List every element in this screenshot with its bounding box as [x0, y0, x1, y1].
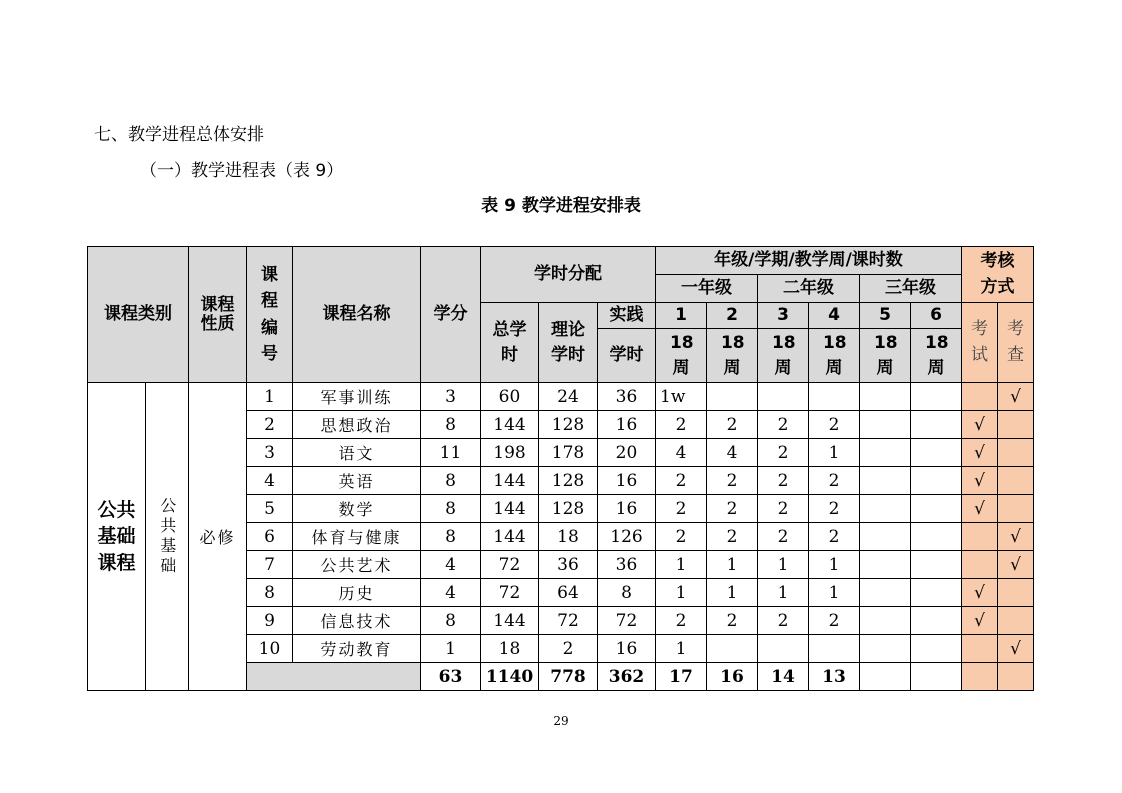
- header-theory-hours: 理论学时: [539, 303, 598, 383]
- cell-s2: 4: [707, 439, 758, 467]
- cell-theory: 18: [539, 523, 598, 551]
- cell-s4: 1: [809, 439, 860, 467]
- cell-total: 72: [481, 579, 539, 607]
- check-mark: [998, 439, 1034, 467]
- course-name: 劳动教育: [293, 635, 421, 663]
- teaching-schedule-table: [87, 246, 1034, 691]
- cell-practice: 16: [598, 635, 656, 663]
- cell-total: 60: [481, 383, 539, 411]
- cell-s6: [911, 439, 962, 467]
- total-theory: 778: [539, 663, 598, 691]
- check-mark: [998, 411, 1034, 439]
- course-number: 2: [247, 411, 293, 439]
- cell-s3: [758, 635, 809, 663]
- cell-theory: 64: [539, 579, 598, 607]
- check-mark: √: [998, 551, 1034, 579]
- course-number: 6: [247, 523, 293, 551]
- total-total: 1140: [481, 663, 539, 691]
- check-mark: [998, 467, 1034, 495]
- header-practice-hours: 学时: [598, 329, 656, 383]
- cell-s3: 2: [758, 523, 809, 551]
- total-practice: 362: [598, 663, 656, 691]
- section-heading: 七、教学进程总体安排: [94, 125, 264, 145]
- exam-mark: √: [962, 607, 998, 635]
- header-grade3: 三年级: [860, 275, 962, 303]
- cell-s4: 2: [809, 607, 860, 635]
- cell-total: 144: [481, 607, 539, 635]
- header-total-hours: 总学时: [481, 303, 539, 383]
- total-s5: [860, 663, 911, 691]
- cell-s5: [860, 467, 911, 495]
- cell-s6: [911, 579, 962, 607]
- cell-s4: 2: [809, 523, 860, 551]
- cell-s5: [860, 579, 911, 607]
- cell-s5: [860, 495, 911, 523]
- check-mark: [998, 495, 1034, 523]
- cell-s6: [911, 607, 962, 635]
- cell-s2: 2: [707, 523, 758, 551]
- exam-mark: √: [962, 467, 998, 495]
- cell-theory: 128: [539, 411, 598, 439]
- cell-practice: 8: [598, 579, 656, 607]
- cell-credit: 1: [421, 635, 481, 663]
- cell-theory: 128: [539, 495, 598, 523]
- cell-practice: 36: [598, 383, 656, 411]
- cell-s2: [707, 635, 758, 663]
- course-number: 9: [247, 607, 293, 635]
- cell-theory: 72: [539, 607, 598, 635]
- course-name: 英语: [293, 467, 421, 495]
- exam-mark: [962, 635, 998, 663]
- table-caption: 表 9 教学进程安排表: [481, 196, 641, 216]
- term-6: 6: [911, 303, 962, 329]
- check-mark: √: [998, 523, 1034, 551]
- cell-s4: 2: [809, 467, 860, 495]
- cell-s2: 2: [707, 411, 758, 439]
- exam-mark: [962, 523, 998, 551]
- cell-practice: 16: [598, 495, 656, 523]
- exam-mark: [962, 383, 998, 411]
- course-number: 10: [247, 635, 293, 663]
- cell-s1: 4: [656, 439, 707, 467]
- cell-s4: 2: [809, 411, 860, 439]
- cell-s1: 2: [656, 523, 707, 551]
- week-6: 18周: [911, 329, 962, 383]
- course-number: 8: [247, 579, 293, 607]
- cell-s6: [911, 523, 962, 551]
- cell-s5: [860, 607, 911, 635]
- course-number: 5: [247, 495, 293, 523]
- cell-credit: 8: [421, 607, 481, 635]
- cell-s6: [911, 411, 962, 439]
- header-category: 课程类别: [88, 247, 189, 383]
- cell-s3: 2: [758, 411, 809, 439]
- cell-credit: 11: [421, 439, 481, 467]
- cell-practice: 72: [598, 607, 656, 635]
- week-1: 18周: [656, 329, 707, 383]
- term-1: 1: [656, 303, 707, 329]
- cell-total: 144: [481, 467, 539, 495]
- header-assess: 考核方式: [962, 247, 1034, 303]
- exam-mark: √: [962, 579, 998, 607]
- subsection-heading: （一）教学进程表（表 9）: [140, 161, 344, 181]
- category-cell: [88, 383, 146, 691]
- category-text: 公共基础课程: [97, 498, 136, 574]
- cell-s3: 1: [758, 579, 809, 607]
- cell-s4: 1: [809, 551, 860, 579]
- cell-s3: 2: [758, 467, 809, 495]
- course-name: 语文: [293, 439, 421, 467]
- cell-s1: 1w: [656, 383, 707, 411]
- cell-s1: 2: [656, 411, 707, 439]
- check-mark: √: [998, 635, 1034, 663]
- cell-total: 198: [481, 439, 539, 467]
- cell-theory: 128: [539, 467, 598, 495]
- cell-s6: [911, 495, 962, 523]
- cell-credit: 4: [421, 579, 481, 607]
- cell-s1: 1: [656, 635, 707, 663]
- header-practice: 实践: [598, 303, 656, 329]
- total-s6: [911, 663, 962, 691]
- course-number: 1: [247, 383, 293, 411]
- cell-practice: 36: [598, 551, 656, 579]
- total-s2: 16: [707, 663, 758, 691]
- cell-s6: [911, 383, 962, 411]
- cell-s4: 1: [809, 579, 860, 607]
- cell-s1: 1: [656, 579, 707, 607]
- cell-total: 144: [481, 523, 539, 551]
- course-name: 历史: [293, 579, 421, 607]
- week-3: 18周: [758, 329, 809, 383]
- header-credit: 学分: [421, 247, 481, 383]
- type-cell: 必修: [189, 383, 247, 691]
- cell-practice: 16: [598, 467, 656, 495]
- header-grade1: 一年级: [656, 275, 758, 303]
- cell-s6: [911, 551, 962, 579]
- course-name: 信息技术: [293, 607, 421, 635]
- cell-s2: 1: [707, 551, 758, 579]
- total-s3: 14: [758, 663, 809, 691]
- term-2: 2: [707, 303, 758, 329]
- total-check-blank: [998, 663, 1034, 691]
- cell-practice: 16: [598, 411, 656, 439]
- cell-practice: 20: [598, 439, 656, 467]
- cell-s4: 2: [809, 495, 860, 523]
- nature-cell: [146, 383, 189, 691]
- cell-total: 144: [481, 495, 539, 523]
- cell-s5: [860, 635, 911, 663]
- cell-s4: [809, 383, 860, 411]
- cell-s6: [911, 635, 962, 663]
- cell-credit: 3: [421, 383, 481, 411]
- cell-theory: 24: [539, 383, 598, 411]
- cell-total: 18: [481, 635, 539, 663]
- cell-s4: [809, 635, 860, 663]
- cell-s2: 2: [707, 467, 758, 495]
- cell-s2: 2: [707, 495, 758, 523]
- cell-s5: [860, 551, 911, 579]
- total-s1: 17: [656, 663, 707, 691]
- course-name: 公共艺术: [293, 551, 421, 579]
- header-grade-title: 年级/学期/教学周/课时数: [656, 247, 962, 275]
- cell-s3: 2: [758, 495, 809, 523]
- header-check: 考查: [998, 303, 1034, 383]
- cell-practice: 126: [598, 523, 656, 551]
- cell-s5: [860, 383, 911, 411]
- cell-total: 72: [481, 551, 539, 579]
- header-nature: 课程性质: [189, 247, 247, 383]
- cell-s3: 1: [758, 551, 809, 579]
- course-name: 军事训练: [293, 383, 421, 411]
- page-number: 29: [553, 714, 569, 728]
- cell-credit: 8: [421, 523, 481, 551]
- cell-s2: [707, 383, 758, 411]
- cell-s3: [758, 383, 809, 411]
- exam-mark: √: [962, 495, 998, 523]
- cell-s6: [911, 467, 962, 495]
- total-credit: 63: [421, 663, 481, 691]
- cell-credit: 4: [421, 551, 481, 579]
- header-name: 课程名称: [293, 247, 421, 383]
- nature-text: 公共基础: [157, 496, 177, 577]
- cell-theory: 178: [539, 439, 598, 467]
- total-exam-blank: [962, 663, 998, 691]
- course-number: 4: [247, 467, 293, 495]
- term-3: 3: [758, 303, 809, 329]
- check-mark: [998, 579, 1034, 607]
- cell-s1: 2: [656, 607, 707, 635]
- course-number: 7: [247, 551, 293, 579]
- term-4: 4: [809, 303, 860, 329]
- week-5: 18周: [860, 329, 911, 383]
- cell-theory: 36: [539, 551, 598, 579]
- cell-credit: 8: [421, 411, 481, 439]
- cell-credit: 8: [421, 467, 481, 495]
- header-exam: 考试: [962, 303, 998, 383]
- totals-label-blank: [247, 663, 421, 691]
- cell-s2: 1: [707, 579, 758, 607]
- header-code: 课程编号: [247, 247, 293, 383]
- cell-credit: 8: [421, 495, 481, 523]
- exam-mark: √: [962, 411, 998, 439]
- check-mark: √: [998, 383, 1034, 411]
- cell-s5: [860, 523, 911, 551]
- course-name: 数学: [293, 495, 421, 523]
- cell-total: 144: [481, 411, 539, 439]
- cell-s5: [860, 411, 911, 439]
- term-5: 5: [860, 303, 911, 329]
- cell-s2: 2: [707, 607, 758, 635]
- week-4: 18周: [809, 329, 860, 383]
- cell-s3: 2: [758, 439, 809, 467]
- header-grade2: 二年级: [758, 275, 860, 303]
- cell-s5: [860, 439, 911, 467]
- header-hours: 学时分配: [481, 247, 656, 303]
- cell-s3: 2: [758, 607, 809, 635]
- course-number: 3: [247, 439, 293, 467]
- week-2: 18周: [707, 329, 758, 383]
- cell-theory: 2: [539, 635, 598, 663]
- total-s4: 13: [809, 663, 860, 691]
- course-name: 体育与健康: [293, 523, 421, 551]
- exam-mark: [962, 551, 998, 579]
- cell-s1: 2: [656, 495, 707, 523]
- cell-s1: 2: [656, 467, 707, 495]
- table-row: [88, 383, 1034, 411]
- course-name: 思想政治: [293, 411, 421, 439]
- exam-mark: √: [962, 439, 998, 467]
- check-mark: [998, 607, 1034, 635]
- cell-s1: 1: [656, 551, 707, 579]
